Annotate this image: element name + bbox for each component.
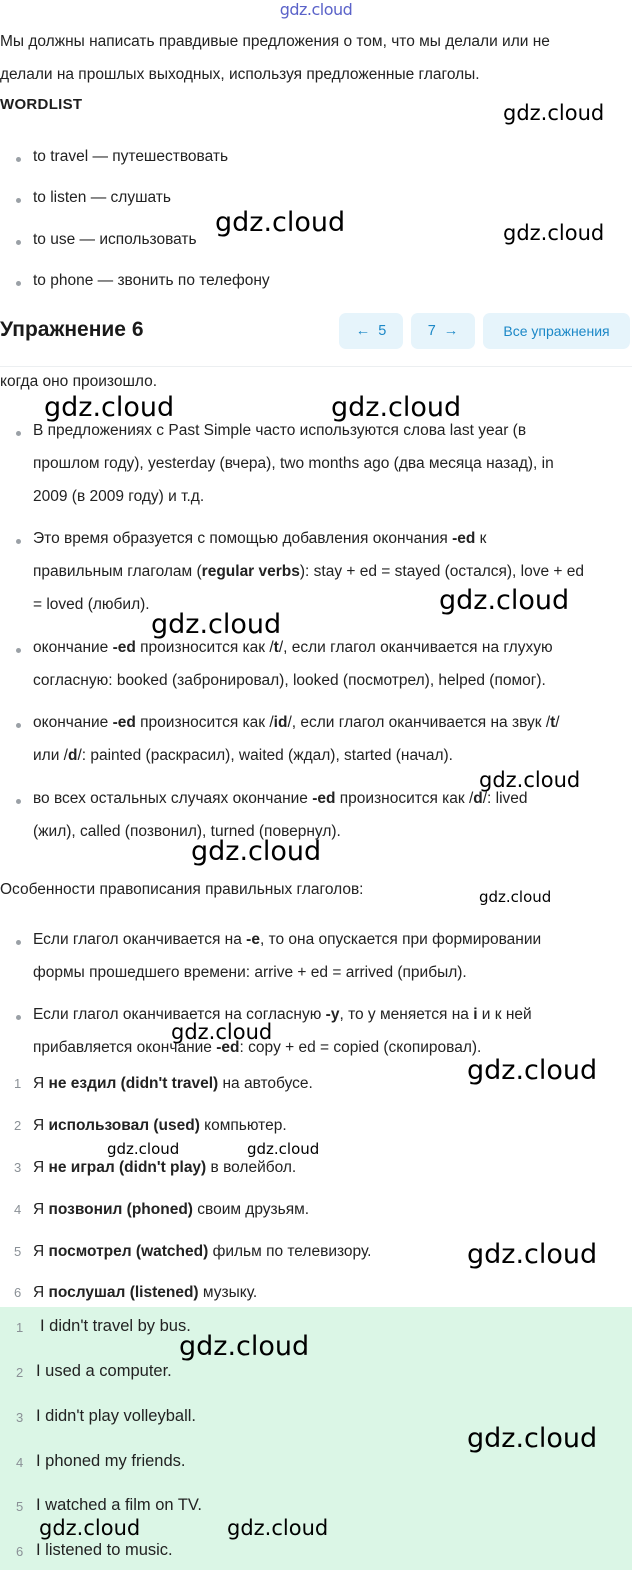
wordlist-heading: WORDLIST (0, 96, 83, 113)
bullet-icon (16, 648, 21, 653)
sentence-number: 6 (14, 1285, 22, 1300)
spelling-heading: Особенности правописания правильных глаголов: (0, 881, 364, 898)
text-line: прибавляется окончание -ed: copy + ed = copied (скопировал). (33, 1039, 482, 1056)
watermark: gdz.cloud (503, 221, 605, 245)
text-line: Если глагол оканчивается на -e, то она опускается при формировании (33, 931, 542, 948)
bullet-icon (16, 198, 21, 203)
answer: I didn't play volleyball. (36, 1407, 196, 1425)
spelling-bullet-1 (33, 923, 541, 989)
exercise-title: Упражнение 6 (0, 318, 144, 341)
bullet-icon (16, 157, 21, 162)
sentence-number: 5 (14, 1244, 22, 1259)
text-line: окончание -ed произносится как /id/, если глагол оканчивается на звук /t/ (33, 714, 560, 731)
wordlist-item: to use — использовать (33, 231, 197, 248)
text-line: согласную: booked (забронировал), looked (посмотрел), helped (помог). (33, 672, 546, 689)
prev-exercise-label: 5 (378, 323, 387, 339)
sentence: Я использовал (used) компьютер. (33, 1117, 287, 1134)
bullet-icon (16, 1015, 21, 1020)
intro-line-2: делали на прошлых выходных, используя предложенные глаголы. (0, 66, 480, 83)
sentence: Я послушал (listened) музыку. (33, 1284, 258, 1301)
sentence-number: 1 (14, 1076, 22, 1091)
bullet-icon (16, 240, 21, 245)
answer-number: 6 (16, 1544, 24, 1559)
wordlist-item: to travel — путешествовать (33, 148, 229, 165)
watermark: gdz.cloud (44, 392, 175, 423)
wordlist-item: to listen — слушать (33, 189, 171, 206)
spelling-bullet-2 (33, 998, 532, 1064)
intro-line-1: Мы должны написать правдивые предложения о том, что мы делали или не (0, 33, 550, 50)
answer: I phoned my friends. (36, 1452, 186, 1470)
text-line: Это время образуется с помощью добавления окончания -ed к (33, 530, 487, 547)
bullet-icon (16, 723, 21, 728)
sentence-number: 4 (14, 1202, 22, 1217)
sentence: Я не играл (didn't play) в волейбол. (33, 1159, 297, 1176)
answer-number: 5 (16, 1499, 24, 1514)
theory-cut-line: когда оно произошло. (0, 373, 158, 390)
text-line: = loved (любил). (33, 596, 150, 613)
watermark: gdz.cloud (503, 101, 605, 125)
bullet-icon (16, 539, 21, 544)
answer: I didn't travel by bus. (40, 1317, 191, 1335)
text-line: В предложениях с Past Simple часто используются слова last year (в (33, 422, 527, 439)
bullet-icon (16, 940, 21, 945)
bullet-icon (16, 431, 21, 436)
watermark: gdz.cloud (215, 207, 346, 238)
top-watermark: gdz.cloud (279, 0, 353, 19)
sentence-number: 3 (14, 1160, 22, 1175)
text-line: формы прошедшего времени: arrive + ed = arrived (прибыл). (33, 964, 467, 981)
watermark: gdz.cloud (247, 1140, 320, 1158)
arrow-left-icon: ← (355, 323, 371, 339)
watermark: gdz.cloud (179, 1331, 310, 1362)
theory-bullet-1 (33, 414, 554, 513)
wordlist-item: to phone — звонить по телефону (33, 272, 270, 289)
watermark: gdz.cloud (39, 1516, 141, 1540)
text-line: правильным глаголам (regular verbs): stay + ed = stayed (остался), love + ed (33, 563, 585, 580)
text-line: (жил), called (позвонил), turned (повернул). (33, 823, 341, 840)
watermark: gdz.cloud (171, 1020, 273, 1044)
next-exercise-label: 7 (427, 323, 436, 339)
answer: I listened to music. (36, 1541, 173, 1559)
watermark: gdz.cloud (467, 1423, 598, 1454)
watermark: gdz.cloud (191, 836, 322, 867)
sentence: Я позвонил (phoned) своим друзьям. (33, 1201, 310, 1218)
text-line: прошлом году), yesterday (вчера), two months ago (два месяца назад), in (33, 455, 554, 472)
answer-number: 3 (16, 1410, 24, 1425)
bullet-icon (16, 799, 21, 804)
answer: I watched a film on TV. (36, 1496, 203, 1514)
text-line: 2009 (в 2009 году) и т.д. (33, 488, 205, 505)
answer-number: 4 (16, 1455, 24, 1470)
watermark: gdz.cloud (479, 768, 581, 792)
watermark: gdz.cloud (479, 888, 552, 906)
text-line: Если глагол оканчивается на согласную -y, то y меняется на i и к ней (33, 1006, 532, 1023)
watermark: gdz.cloud (151, 609, 282, 640)
text-line: во всех остальных случаях окончание -ed произносится как /d/: lived (33, 790, 528, 807)
bullet-icon (16, 281, 21, 286)
next-exercise-button[interactable] (411, 313, 475, 349)
text-line: окончание -ed произносится как /t/, если глагол оканчивается на глухую (33, 639, 553, 656)
answer-number: 1 (16, 1320, 24, 1335)
watermark: gdz.cloud (439, 585, 570, 616)
answer: I used a computer. (36, 1362, 172, 1380)
prev-exercise-button[interactable] (339, 313, 403, 349)
watermark: gdz.cloud (467, 1055, 598, 1086)
watermark: gdz.cloud (107, 1140, 180, 1158)
theory-bullet-4 (33, 706, 560, 772)
arrow-right-icon: → (443, 323, 459, 339)
answer-number: 2 (16, 1365, 24, 1380)
sentence-number: 2 (14, 1118, 22, 1133)
theory-bullet-3 (33, 631, 553, 697)
sentence: Я посмотрел (watched) фильм по телевизору. (33, 1243, 372, 1260)
watermark: gdz.cloud (467, 1239, 598, 1270)
watermark: gdz.cloud (331, 392, 462, 423)
text-line: или /d/: painted (раскрасил), waited (ждал), started (начал). (33, 747, 453, 764)
all-exercises-button[interactable]: Все упражнения (483, 313, 630, 349)
sentence: Я не ездил (didn't travel) на автобусе. (33, 1075, 313, 1092)
watermark: gdz.cloud (227, 1516, 329, 1540)
